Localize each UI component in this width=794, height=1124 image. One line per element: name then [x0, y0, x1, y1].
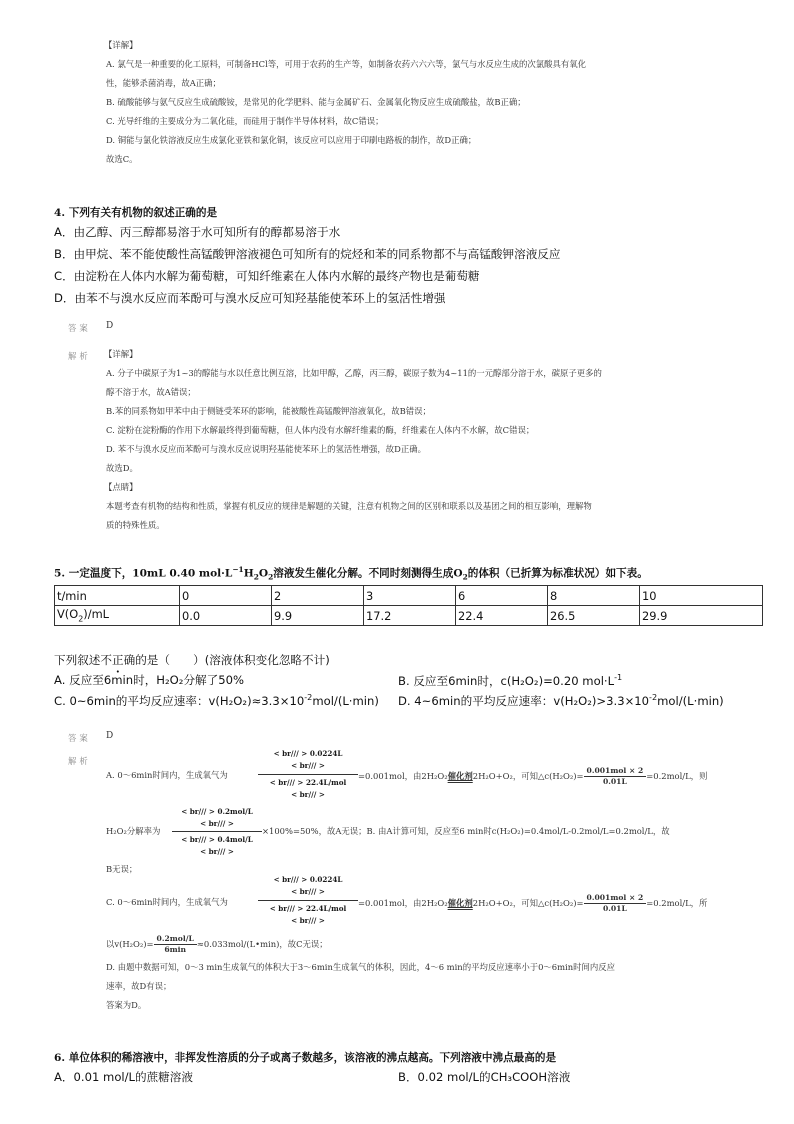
artifact-text: < br/// > — [291, 761, 325, 770]
q5-final: 答案为D。 — [106, 1000, 147, 1010]
q3-detail-line: D. 铜能与氯化铁溶液反应生成氯化亚铁和氯化铜，该反应可以应用于印刷电路板的制作，故D正确； — [106, 135, 477, 145]
table-cell: t/min — [55, 586, 180, 606]
table-cell: 10 — [640, 586, 763, 606]
q5-analysis-line: H₂O₂分解率为 — [106, 826, 161, 836]
q4-point-line: 质的特殊性质。 — [106, 520, 165, 530]
q4-analysis-label: 解析 — [68, 351, 91, 361]
q5-analysis-line: B无误； — [106, 864, 138, 874]
table-cell: 17.2 — [364, 606, 456, 626]
artifact-text: < br/// > — [200, 819, 234, 828]
q5-stem: 5. 一定温度下，10mL 0.40 $mol\cdot L^{-1}H_2O_2$溶液发生催化分解。不同时刻测得生成$O_2$的体积（已折算为标准状况）如下表。 — [54, 565, 648, 582]
table-cell: 26.5 — [548, 606, 640, 626]
q5-analysis-line: C. 0～6min时间内，生成氧气为 — [106, 897, 228, 907]
q3-detail-line: B. 硫酸能够与氨气反应生成硫酸铵，是常见的化学肥料、能与金属矿石、金属氧化物反应生成硫酸盐，故B正确； — [106, 97, 526, 107]
q4-option-a: A．由乙醇、丙三醇都易溶于水可知所有的醇都易溶于水 — [54, 225, 341, 239]
q3-detail-tag: 【详解】 — [104, 40, 138, 50]
fraction: $\frac{\text{0.001mol × 2}}{0.01L}$ — [584, 893, 647, 914]
artifact-text: < br/// > 0.4mol/L — [181, 835, 253, 844]
artifact-text: < br/// > 22.4L/mol — [269, 778, 347, 787]
q6-stem: 6. 单位体积的稀溶液中，非挥发性溶质的分子或离子数越多，该溶液的沸点越高。下列溶液中沸点最高的是 — [54, 1052, 557, 1064]
table-cell: $V(O_2)/mL$ — [55, 606, 180, 626]
q4-answer-label: 答案 — [68, 323, 91, 333]
q3-detail-line: A. 氯气是一种重要的化工原料，可制备HCl等，可用于农药的生产等，如制备农药六六六等，氯气与水反应生成的次氯酸具有氧化 — [106, 59, 587, 69]
artifact-text: < br/// > — [291, 887, 325, 896]
q4-answer: D — [106, 321, 114, 331]
q4-point-line: 本题考查有机物的结构和性质，掌握有机反应的规律是解题的关键，注意有机物之间的区别和联系以及基团之间的相互影响，理解物 — [106, 501, 592, 511]
q5-prompt: 下列叙述不正确的是（ ）(溶液体积变化忽略不计) — [54, 653, 330, 667]
q5-answer-label: 答案 — [68, 733, 91, 743]
q5-data-table — [54, 585, 763, 626]
q5-option-d: D. 4~6min的平均反应速率：$v(H_2O_2)>3.3\times 10^{-2}mol/(L\cdot\min)$ — [398, 692, 724, 708]
q4-detail-line: D. 苯不与溴水反应而苯酚可与溴水反应说明羟基能使苯环上的氢活性增强，故D正确。 — [106, 444, 426, 454]
q4-stem: 4. 下列有关有机物的叙述正确的是 — [54, 207, 218, 219]
fraction: $\frac{\text{0.2mol/L}}{6\min}$ — [154, 934, 197, 955]
table-cell: 2 — [272, 586, 364, 606]
q5-analysis-line: 速率，故D有误； — [106, 981, 172, 991]
q5-answer: D — [106, 731, 114, 741]
q5-option-c: C. 0~6min的平均反应速率：$v(H_2O_2)\approx 3.3\times 10^{-2}mol/(L\cdot\min)$ — [54, 692, 379, 708]
q5-option-b: B. 反应至6min时，c(H₂O₂)=0.20 $mol\cdot L^{-1}$ — [398, 672, 623, 688]
q3-detail-line: C. 光导纤维的主要成分为二氧化硅，而硅用于制作半导体材料，故C错误； — [106, 116, 384, 126]
q5-analysis-line: =0.001mol，由2H₂O₂催化剂2H₂O+O₂，可知△c(H₂O₂)= $\frac{\text{0.001mol × 2}}{0.01L}$ =0.2mol/L，所 — [358, 893, 708, 913]
q5-analysis-line: A. 0～6min时间内，生成氧气为 — [106, 770, 228, 780]
q5-analysis-line: 以v(H₂O₂)= $\frac{\text{0.2mol/L}}{6\min}$ ≈0.033mol/(L•min)，故C无误； — [106, 934, 328, 954]
table-cell: 0 — [180, 586, 272, 606]
q3-detail-line: 故选C。 — [106, 154, 138, 164]
table-cell: 29.9 — [640, 606, 763, 626]
artifact-text: < br/// > 0.0224L — [273, 749, 343, 758]
artifact-text: < br/// > — [291, 916, 325, 925]
artifact-text: < br/// > — [291, 790, 325, 799]
table-cell: 6 — [456, 586, 548, 606]
q4-detail-tag: 【详解】 — [104, 349, 138, 359]
q4-option-c: C．由淀粉在人体内水解为葡萄糖，可知纤维素在人体内水解的最终产物也是葡萄糖 — [54, 269, 480, 283]
q4-detail-line: 醇不溶于水，故A错误； — [106, 387, 196, 397]
table-row — [55, 586, 763, 606]
q4-detail-line: B.苯的同系物如甲苯中由于侧链受苯环的影响，能被酸性高锰酸钾溶液氧化，故B错误； — [106, 406, 431, 416]
q4-option-d: D．由苯不与溴水反应而苯酚可与溴水反应可知羟基能使苯环上的氢活性增强 — [54, 291, 446, 305]
q4-detail-line: C. 淀粉在淀粉酶的作用下水解最终得到葡萄糖，但人体内没有水解纤维素的酶，纤维素在人体内不水解，故C错误； — [106, 425, 535, 435]
q5-option-a: A. 反应至6min时，H₂O₂分解了50% — [54, 673, 244, 687]
q4-point-tag: 【点睛】 — [104, 482, 138, 492]
artifact-text: < br/// > 0.2mol/L — [181, 807, 253, 816]
table-cell: 0.0 — [180, 606, 272, 626]
table-cell: 8 — [548, 586, 640, 606]
artifact-text: < br/// > — [200, 847, 234, 856]
q4-option-b: B．由甲烷、苯不能使酸性高锰酸钾溶液褪色可知所有的烷烃和苯的同系物都不与高锰酸钾溶液反应 — [54, 247, 561, 261]
fraction-bar — [172, 831, 262, 832]
q6-option-b: B．0.02 mol/L的CH₃COOH溶液 — [398, 1070, 571, 1084]
q5-analysis-line: =0.001mol，由2H₂O₂催化剂2H₂O+O₂，可知△c(H₂O₂)= $\frac{\text{0.001mol × 2}}{0.01L}$ =0.2mol/L，则 — [358, 766, 708, 786]
q5-analysis-label: 解析 — [68, 756, 91, 766]
artifact-text: < br/// > 22.4L/mol — [269, 904, 347, 913]
table-cell: 9.9 — [272, 606, 364, 626]
table-cell: 3 — [364, 586, 456, 606]
q5-analysis-line: D. 由题中数据可知，0～3 min生成氧气的体积大于3～6min生成氧气的体积，因此，4～6 min的平均反应速率小于0～6min时间内反应 — [106, 962, 615, 972]
q6-option-a: A．0.01 mol/L的蔗糖溶液 — [54, 1070, 193, 1084]
q4-detail-line: A. 分子中碳原子为1~3的醇能与水以任意比例互溶，比如甲醇，乙醇，丙三醇，碳原子数为4~11的一元醇部分溶于水，碳原子更多的 — [106, 368, 602, 378]
fraction-bar — [258, 900, 358, 901]
q3-detail-line: 性，能够杀菌消毒，故A正确； — [106, 78, 221, 88]
table-cell: 22.4 — [456, 606, 548, 626]
fraction: $\frac{\text{0.001mol × 2}}{0.01L}$ — [584, 766, 647, 787]
q4-detail-line: 故选D。 — [106, 463, 138, 473]
table-row — [55, 606, 763, 626]
q5-analysis-line: ×100%=50%，故A无误；B. 由A计算可知，反应至6 min时c(H₂O₂)=0.4mol/L-0.2mol/L=0.2mol/L，故 — [262, 826, 670, 836]
artifact-text: < br/// > 0.0224L — [273, 875, 343, 884]
fraction-bar — [258, 774, 358, 775]
